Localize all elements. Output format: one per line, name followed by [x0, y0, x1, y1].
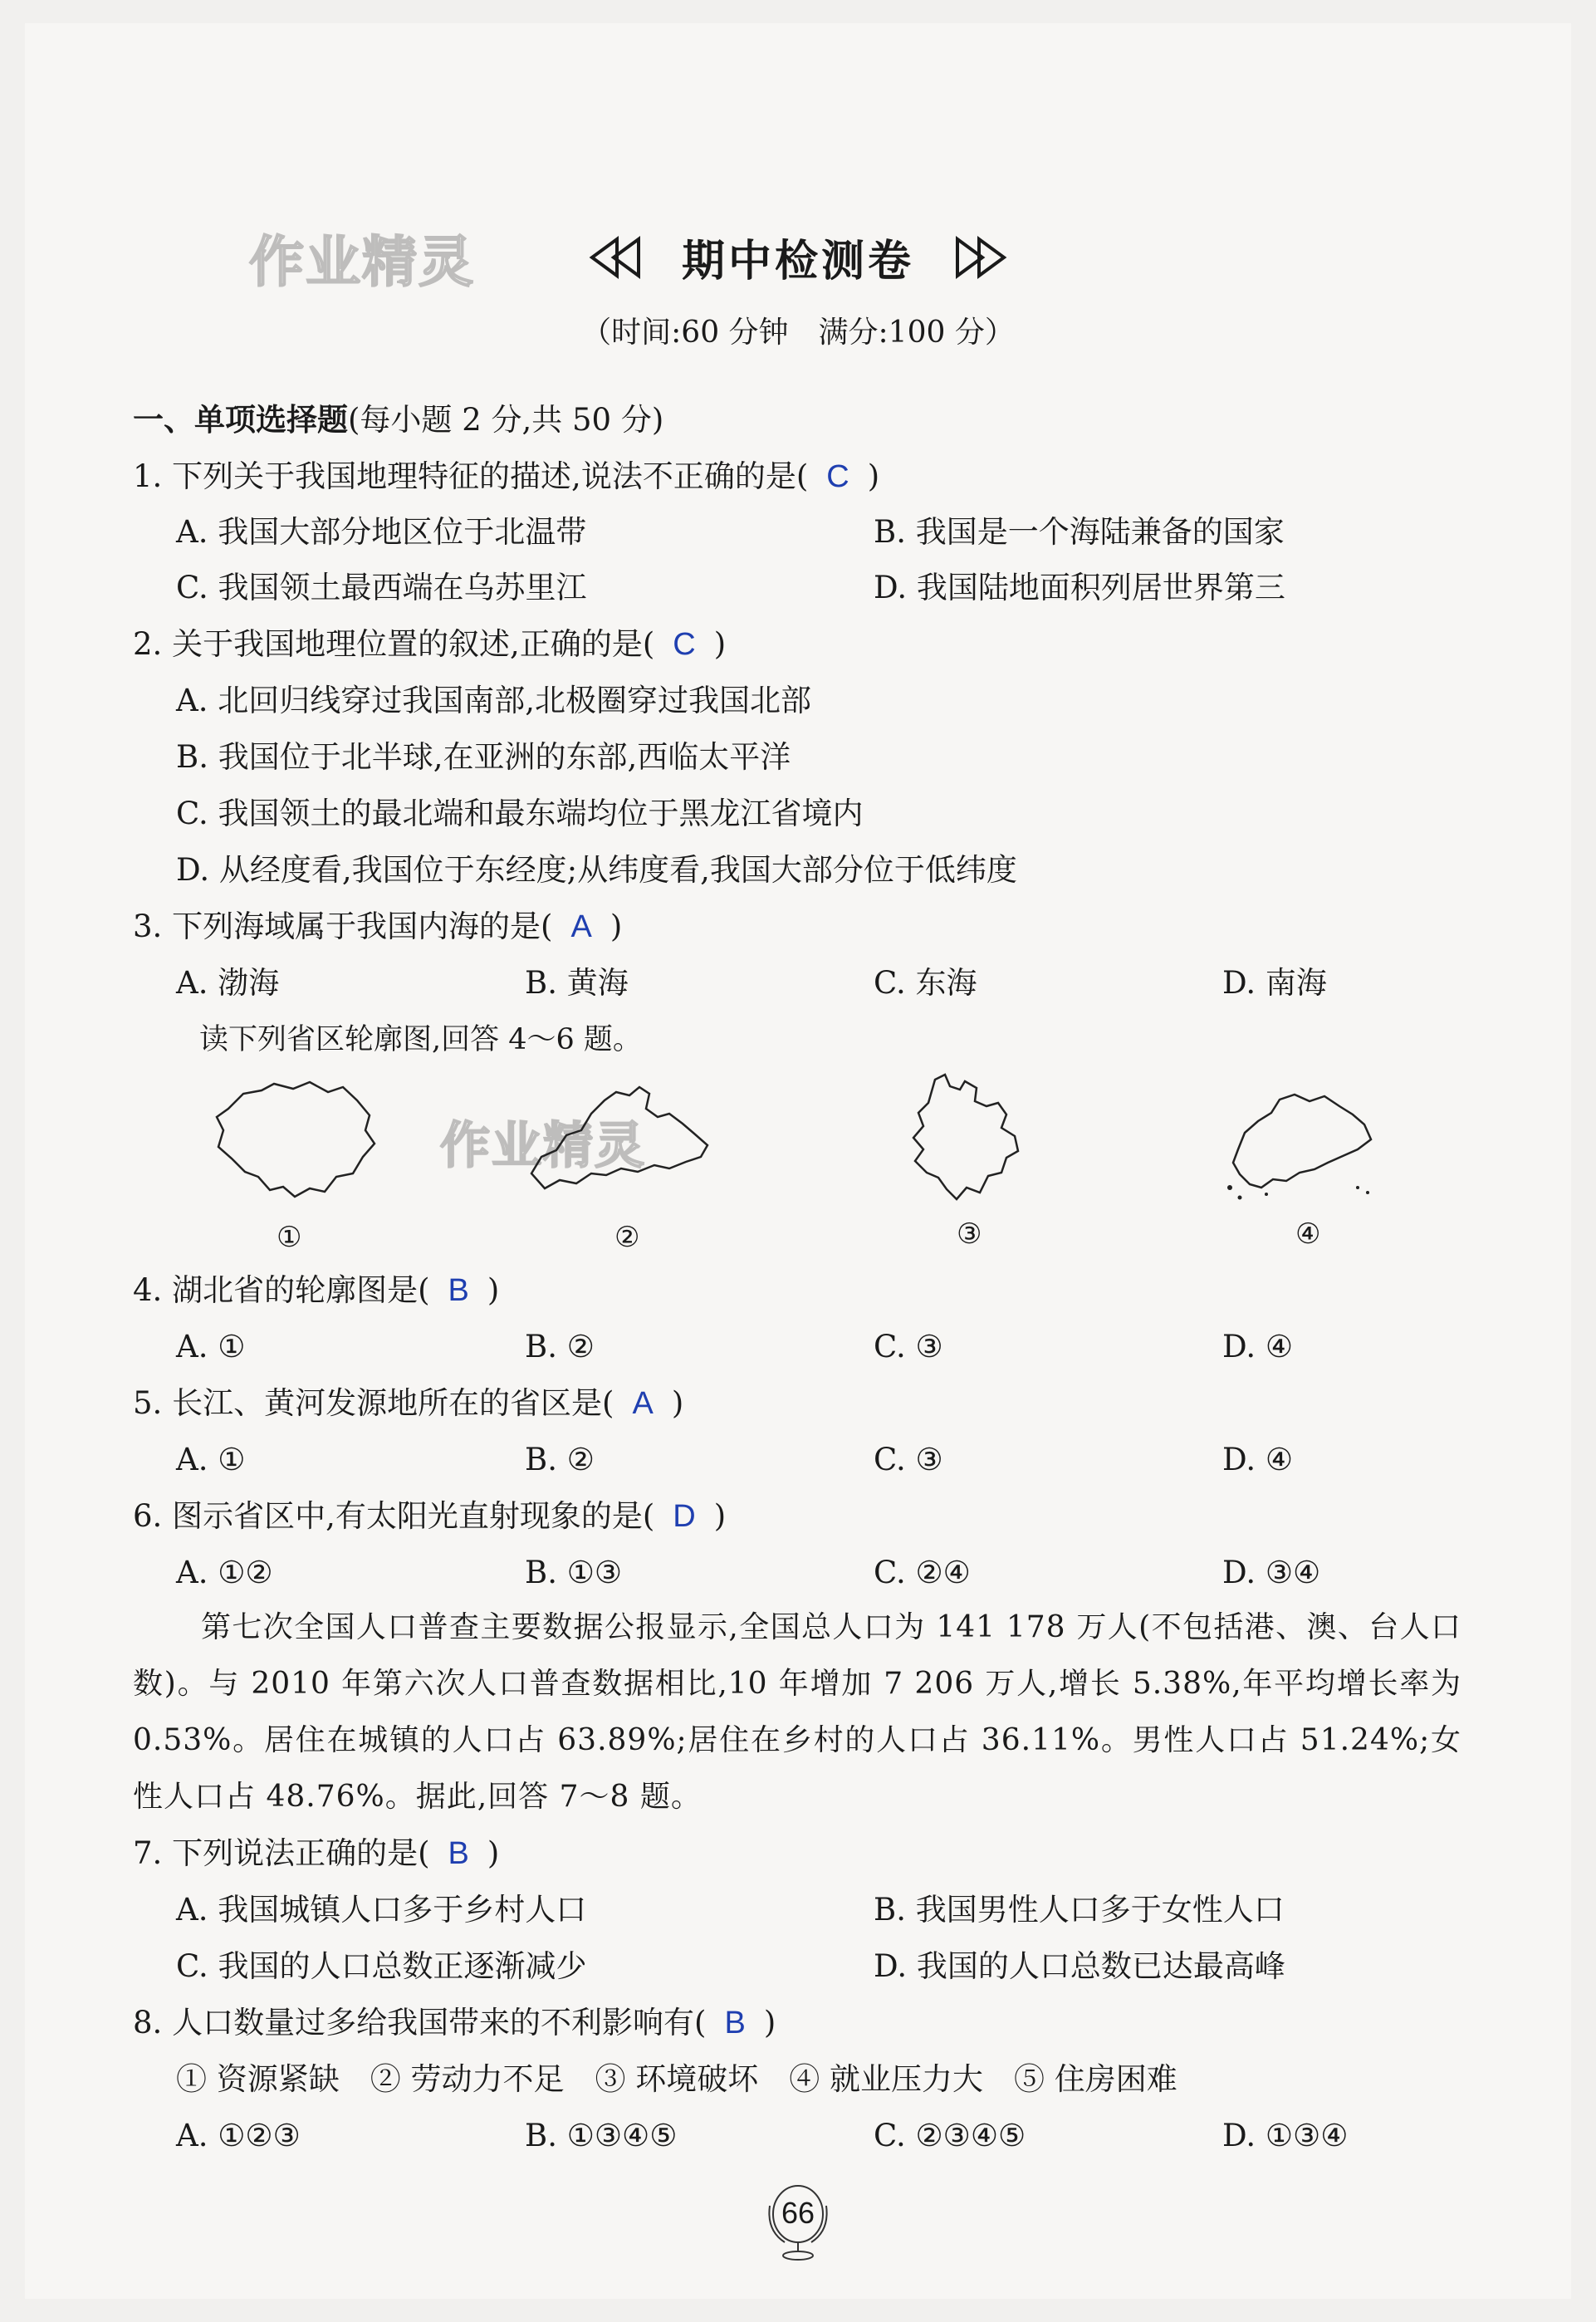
census-paragraph: 第七次全国人口普查主要数据公报显示,全国总人口为 141 178 万人(不包括港、澳、台人口数)。与 2010 年第六次人口普查数据相比,10 年增加 7 206 万人,增长 5.38%,年平均增长率为 0.53%。居住在城镇的人口占 63.89%;居住在乡村的人口占 36.11%。男性人口占 51.24%;女性人口占 48.76%。据此,回答 7～8 题。	[133, 1610, 1461, 1814]
option-8d: D. ①③④	[1222, 2118, 1349, 2153]
option-1c: C. 我国领土最西端在乌苏里江	[176, 570, 587, 605]
page-title: 期中检测卷	[681, 237, 914, 287]
option-7d: D. 我国的人口总数已达最高峰	[874, 1948, 1285, 1984]
question-3	[133, 907, 622, 947]
watermark-top: 作业精灵	[249, 230, 475, 294]
option-4d: D. ④	[1222, 1329, 1294, 1364]
question-stem: 1. 下列关于我国地理特征的描述,说法不正确的是(	[133, 458, 809, 494]
option-2d: D. 从经度看,我国位于东经度;从纬度看,我国大部分位于低纬度	[176, 852, 1017, 888]
option-8b: B. ①③④⑤	[525, 2118, 678, 2153]
question-close: )	[487, 1272, 500, 1308]
page-number: 66	[781, 2196, 815, 2230]
option-4c: C. ③	[874, 1329, 943, 1364]
answer-mark: C	[673, 627, 696, 662]
question-5	[133, 1384, 683, 1423]
province-outline-2	[523, 1075, 714, 1200]
answer-mark: C	[826, 459, 849, 494]
option-2b: B. 我国位于北半球,在亚洲的东部,西临太平洋	[176, 739, 791, 775]
option-2c: C. 我国领土的最北端和最东端均位于黑龙江省境内	[176, 796, 864, 831]
watermark-middle: 作业精灵	[440, 1117, 646, 1175]
option-5d: D. ④	[1222, 1442, 1294, 1477]
option-7c: C. 我国的人口总数正逐渐减少	[176, 1948, 587, 1984]
option-2a: A. 北回归线穿过我国南部,北极圈穿过我国北部	[176, 683, 812, 718]
question-4	[133, 1271, 499, 1310]
map-label-3: ③	[957, 1217, 982, 1251]
title-row	[0, 226, 1596, 288]
option-3d: D. 南海	[1222, 965, 1327, 1001]
question-close: )	[671, 1385, 684, 1421]
question-stem: 2. 关于我国地理位置的叙述,正确的是(	[133, 626, 655, 662]
answer-mark: B	[448, 1273, 469, 1308]
section-note: (每小题 2 分,共 50 分)	[348, 402, 664, 438]
option-7a: A. 我国城镇人口多于乡村人口	[176, 1892, 587, 1928]
map-intro: 读下列省区轮廓图,回答 4～6 题。	[199, 1023, 642, 1056]
option-6a: A. ①②	[176, 1555, 273, 1590]
answer-mark: B	[724, 2006, 746, 2040]
page-number-badge	[756, 2181, 840, 2264]
question-stem: 8. 人口数量过多给我国带来的不利影响有(	[133, 2005, 707, 2040]
question-stem: 6. 图示省区中,有太阳光直射现象的是(	[133, 1498, 655, 1534]
map-label-4: ④	[1295, 1217, 1321, 1251]
option-8a: A. ①②③	[176, 2118, 301, 2153]
option-3c: C. 东海	[874, 965, 977, 1001]
question-8	[133, 2003, 776, 2043]
option-6b: B. ①③	[525, 1555, 623, 1590]
question-stem: 3. 下列海域属于我国内海的是(	[133, 909, 553, 944]
left-triangles-icon	[589, 236, 644, 279]
option-5a: A. ①	[176, 1442, 246, 1477]
option-1d: D. 我国陆地面积列居世界第三	[874, 570, 1285, 605]
answer-mark: A	[632, 1386, 654, 1421]
question-close: )	[713, 1498, 727, 1534]
option-6c: C. ②④	[874, 1555, 971, 1590]
question-stem: 4. 湖北省的轮廓图是(	[133, 1272, 430, 1308]
option-3b: B. 黄海	[525, 965, 629, 1001]
question-8-items: ① 资源紧缺 ② 劳动力不足 ③ 环境破坏 ④ 就业压力大 ⑤ 住房困难	[176, 2061, 1177, 2097]
question-2	[133, 625, 726, 664]
option-6d: D. ③④	[1222, 1555, 1321, 1590]
question-close: )	[867, 458, 880, 494]
question-close: )	[713, 626, 727, 662]
option-1b: B. 我国是一个海陆兼备的国家	[874, 514, 1285, 550]
option-3a: A. 渤海	[176, 965, 280, 1001]
map-label-2: ②	[614, 1221, 640, 1254]
right-triangles-icon	[952, 236, 1007, 279]
question-1	[133, 457, 879, 497]
question-stem: 5. 长江、黄河发源地所在的省区是(	[133, 1385, 614, 1421]
question-close: )	[610, 909, 623, 944]
province-outline-3	[905, 1071, 1030, 1204]
answer-mark: A	[570, 909, 592, 944]
question-7	[133, 1834, 499, 1874]
section-title: 一、单项选择题	[133, 402, 348, 438]
province-outline-4	[1217, 1088, 1383, 1212]
option-4a: A. ①	[176, 1329, 246, 1364]
question-close: )	[763, 2005, 776, 2040]
option-5b: B. ②	[525, 1442, 595, 1477]
answer-mark: B	[448, 1836, 469, 1871]
province-outline-1	[212, 1075, 378, 1200]
option-7b: B. 我国男性人口多于女性人口	[874, 1892, 1285, 1928]
question-close: )	[487, 1835, 500, 1871]
question-stem: 7. 下列说法正确的是(	[133, 1835, 430, 1871]
option-8c: C. ②③④⑤	[874, 2118, 1026, 2153]
option-5c: C. ③	[874, 1442, 943, 1477]
exam-subtitle: （时间:60 分钟 满分:100 分）	[581, 316, 1015, 350]
question-6	[133, 1497, 726, 1536]
answer-mark: D	[673, 1499, 696, 1534]
section-heading	[133, 400, 663, 440]
option-4b: B. ②	[525, 1329, 595, 1364]
option-1a: A. 我国大部分地区位于北温带	[176, 514, 587, 550]
map-label-1: ①	[277, 1221, 302, 1254]
